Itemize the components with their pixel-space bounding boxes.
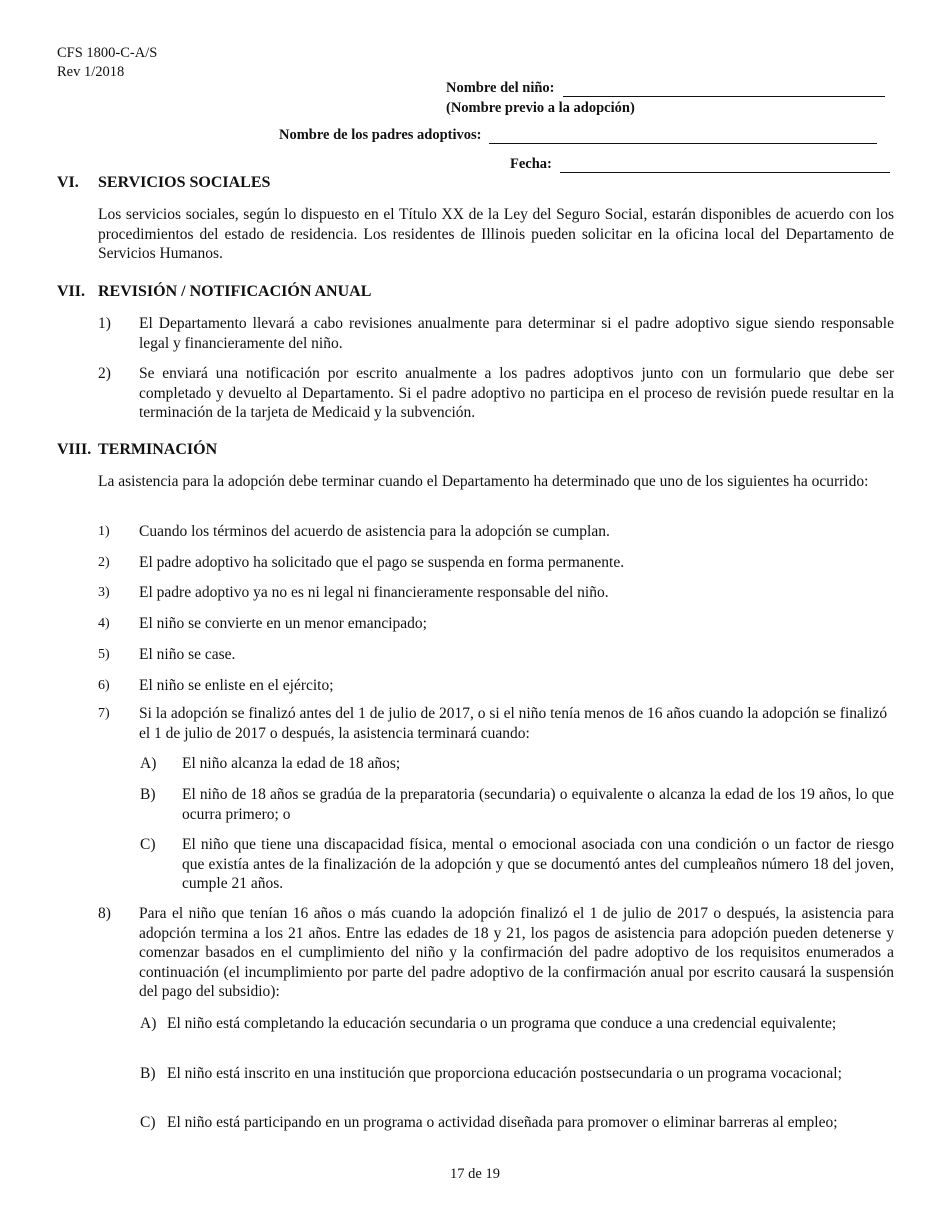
- list-item: 8) Para el niño que tenían 16 años o más cuando la adopción finalizó el 1 de julio de 2017 o después, la asistencia para adopción termina a los 21 años. Entre las edades de 18 y 21, los pagos de asistencia para adopción pueden detenerse y comenzar basados en el cumplimiento del niño y la confirmación del padre adoptivo de los requisitos enumerados a continuación (el incumplimiento por parte del padre adoptivo de la confirmación anual por escrito causará la suspensión del pago del subsidio):: [98, 905, 894, 1000]
- list-item: 1) El Departamento llevará a cabo revisiones anualmente para determinar si el padre adoptivo sigue siendo responsable legal y financieramente del niño.: [98, 315, 894, 352]
- sub-list-item: A) El niño está completando la educación secundaria o un programa que conduce a una credencial equivalente;: [140, 1015, 837, 1032]
- section-vi-body: Los servicios sociales, según lo dispuesto en el Título XX de la Ley del Seguro Social, estarán disponibles de acuerdo con los procedimientos del estado de residencia. Los residentes de Illinois pueden solicitar en la oficina local del Departamento de Servicios Humanos.: [98, 206, 894, 262]
- section-title: SERVICIOS SOCIALES: [98, 174, 271, 191]
- list-item: 1) Cuando los términos del acuerdo de asistencia para la adopción se cumplan.: [98, 523, 610, 540]
- section-title: TERMINACIÓN: [98, 441, 218, 458]
- child-name-label: Nombre del niño:: [446, 80, 555, 96]
- sub-list-item: B) El niño está inscrito en una institución que proporciona educación postsecundaria o un programa vocacional;: [140, 1065, 842, 1082]
- form-revision: Rev 1/2018: [57, 64, 125, 80]
- date-field: [510, 156, 890, 173]
- section-viii-heading: [57, 441, 217, 459]
- sub-list-item: A) El niño alcanza la edad de 18 años;: [140, 755, 401, 772]
- section-vi-heading: [57, 174, 270, 192]
- section-number: VI.: [57, 174, 79, 191]
- child-name-line[interactable]: [563, 80, 885, 97]
- page-number: 17 de 19: [450, 1166, 500, 1182]
- child-name-note: (Nombre previo a la adopción): [446, 100, 635, 116]
- section-number: VIII.: [57, 441, 92, 458]
- parents-name-label: Nombre de los padres adoptivos:: [279, 127, 482, 143]
- list-item: 2) El padre adoptivo ha solicitado que el pago se suspenda en forma permanente.: [98, 554, 625, 571]
- sub-list-item: C) El niño está participando en un programa o actividad diseñada para promover o eliminar barreras al empleo;: [140, 1114, 838, 1131]
- date-line[interactable]: [560, 156, 890, 173]
- child-name-field: [446, 80, 885, 97]
- sub-list-item: B) El niño de 18 años se gradúa de la preparatoria (secundaria) o equivalente o alcanza la edad de los 19 años, lo que ocurra primero; o: [140, 786, 894, 823]
- list-item: 3) El padre adoptivo ya no es ni legal ni financieramente responsable del niño.: [98, 584, 609, 601]
- section-number: VII.: [57, 283, 86, 300]
- sub-list-item: C) El niño que tiene una discapacidad física, mental o emocional asociada con una condición o un factor de riesgo que existía antes de la finalización de la adopción y que se documentó antes del cumpleaños número 18 del joven, cumple 21 años.: [140, 836, 894, 892]
- list-item: 5) El niño se case.: [98, 646, 236, 663]
- list-item: 2) Se enviará una notificación por escrito anualmente a los padres adoptivos junto con un formulario que debe ser completado y devuelto al Departamento. Si el padre adoptivo no participa en el proceso de revisión puede resultar en la terminación de la tarjeta de Medicaid y la subvención.: [98, 365, 894, 421]
- section-title: REVISIÓN / NOTIFICACIÓN ANUAL: [98, 283, 372, 300]
- section-viii-intro: La asistencia para la adopción debe terminar cuando el Departamento ha determinado que uno de los siguientes ha ocurrido:: [98, 473, 869, 490]
- parents-name-field: [279, 127, 877, 144]
- list-item: 6) El niño se enliste en el ejército;: [98, 677, 334, 694]
- date-label: Fecha:: [510, 156, 552, 172]
- section-vii-heading: [57, 283, 371, 301]
- form-header: [57, 44, 157, 82]
- form-id: CFS 1800-C-A/S: [57, 45, 158, 61]
- list-item: 7) Si la adopción se finalizó antes del 1 de julio de 2017, o si el niño tenía menos de 16 años cuando la adopción se finalizó el 1 de julio de 2017 o después, la asistencia terminará cuando:: [98, 705, 888, 742]
- list-item: 4) El niño se convierte en un menor emancipado;: [98, 615, 427, 632]
- parents-name-line[interactable]: [489, 127, 877, 144]
